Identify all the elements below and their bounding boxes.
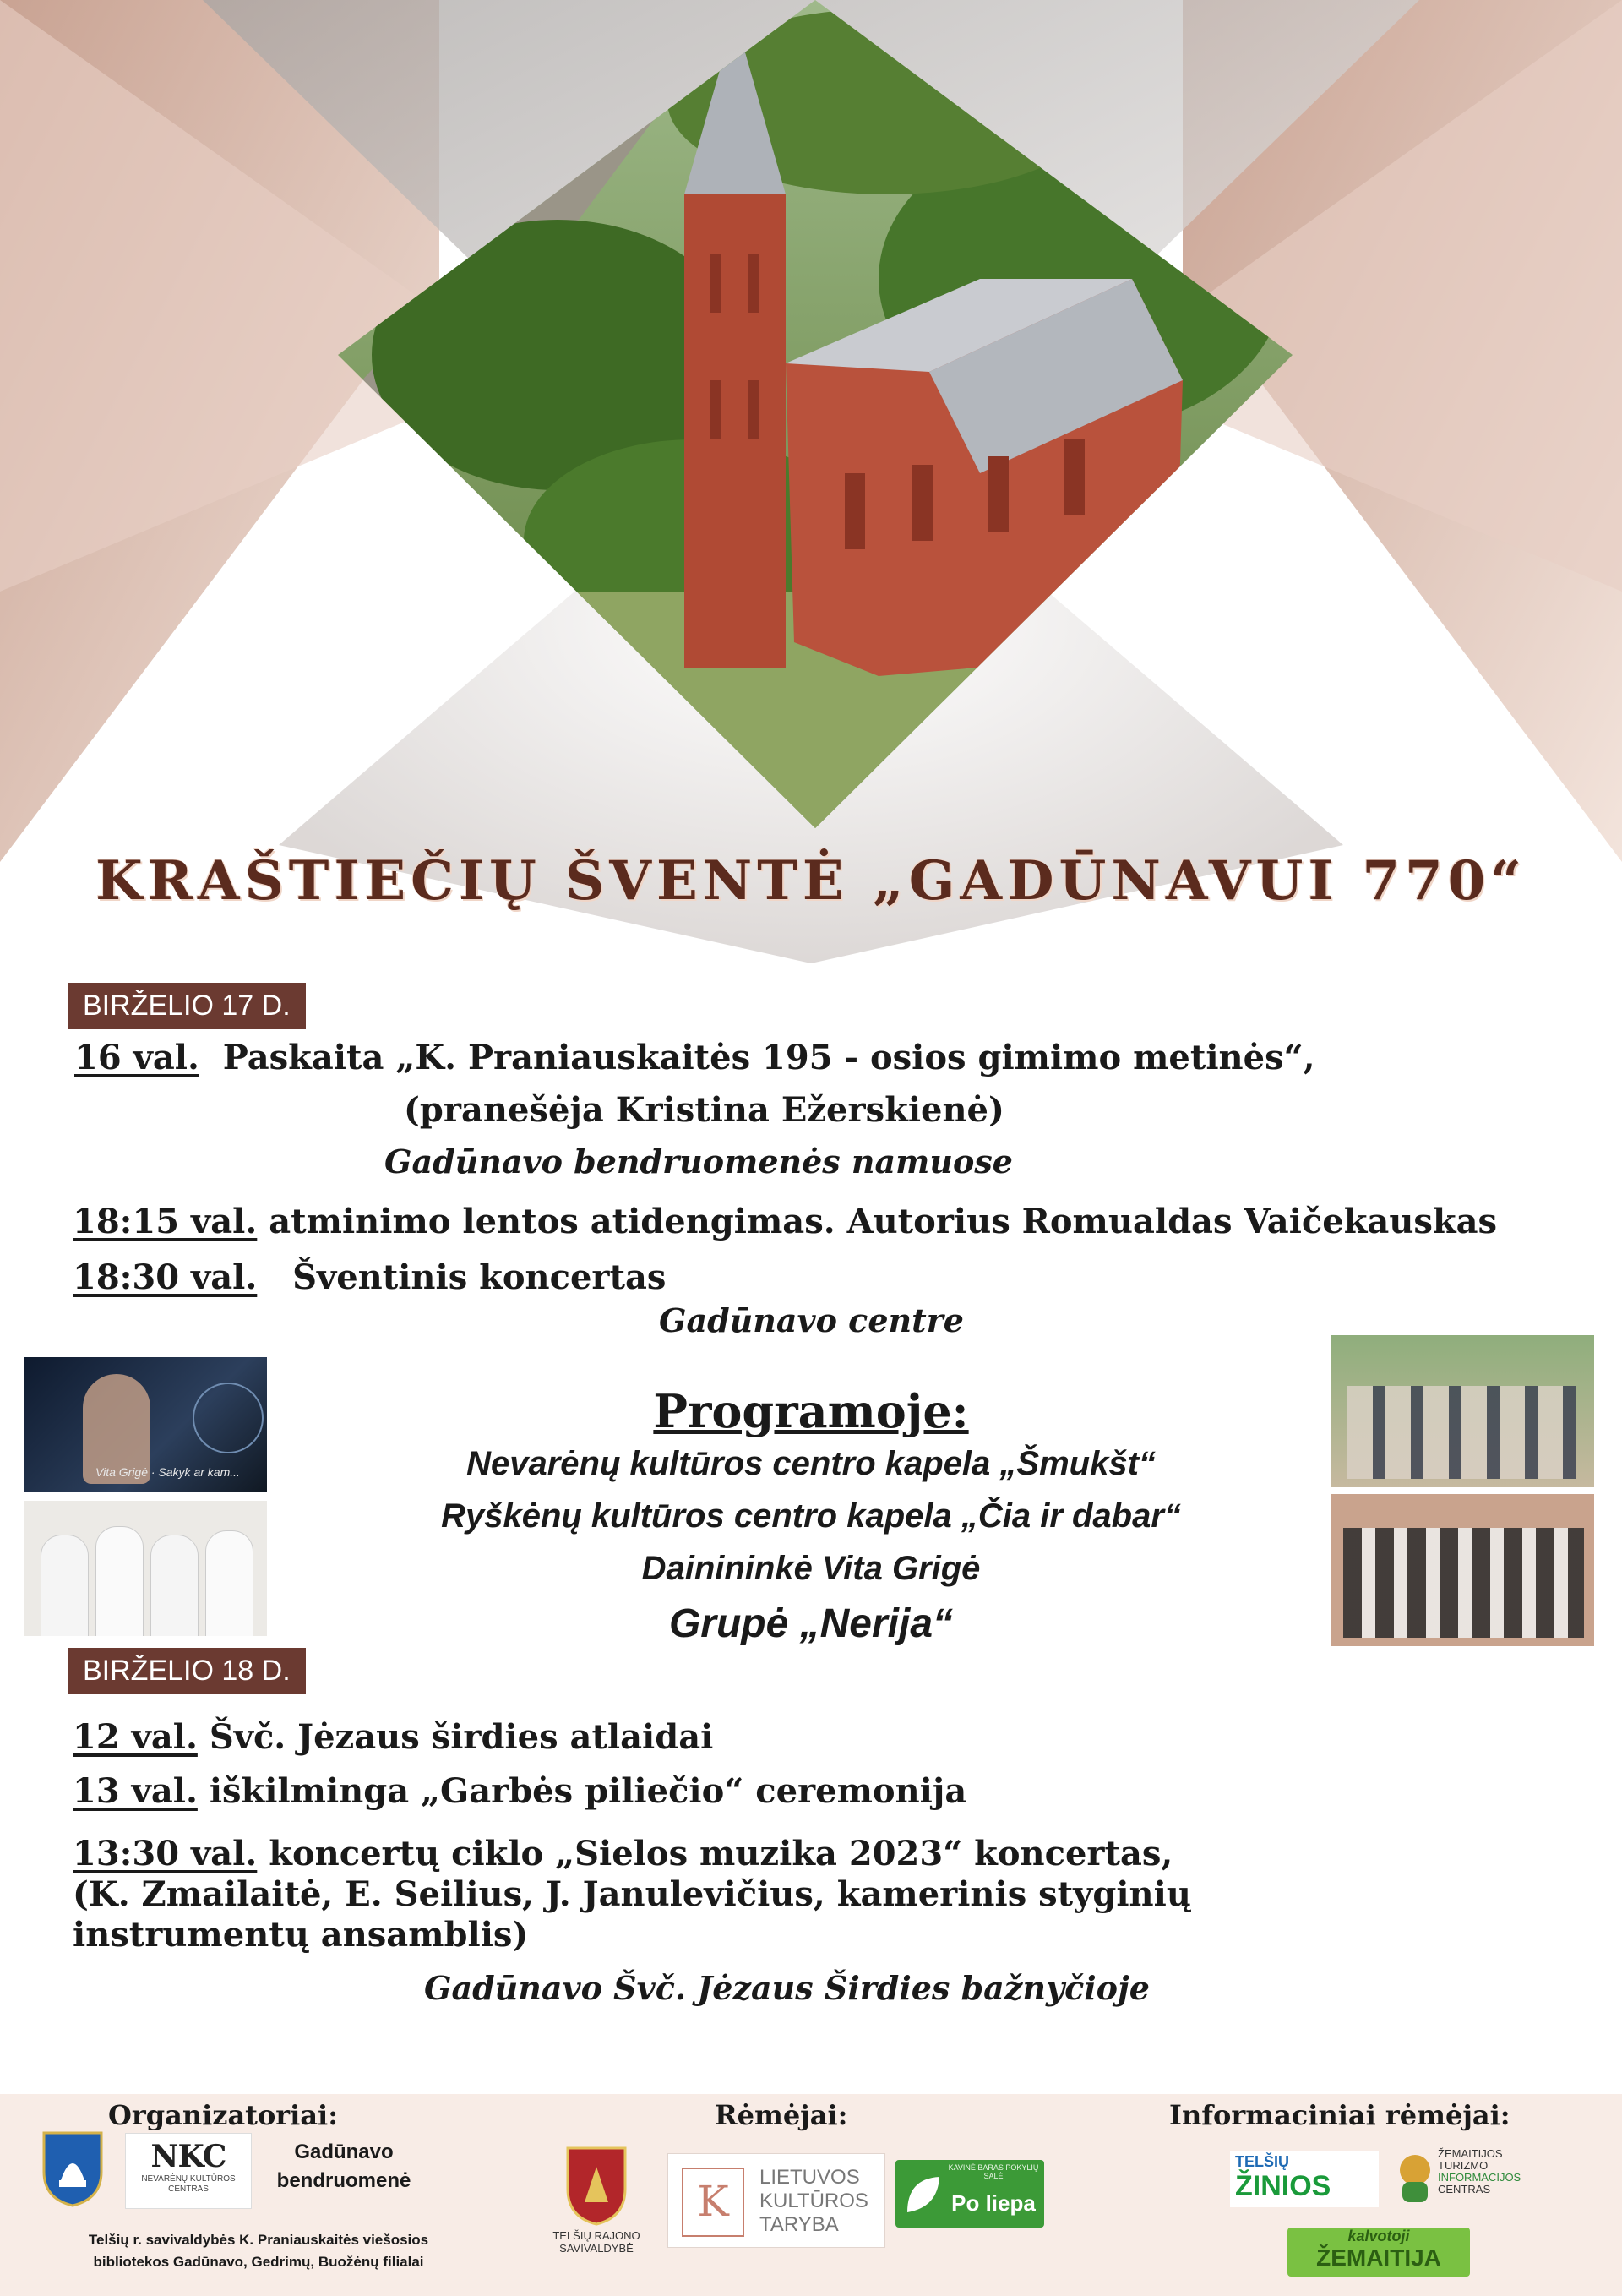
event-time: 18:15 val.: [73, 1202, 258, 1241]
sponsors-label: Rėmėjai:: [715, 2099, 848, 2131]
nkc-logo-subtitle: NEVARĖNŲ KULTŪROS CENTRAS: [141, 2174, 236, 2194]
nkc-logo-text: NKC: [150, 2139, 226, 2174]
zem-line-3: INFORMACIJOS: [1438, 2171, 1521, 2184]
cafe-subtitle: KAVINĖ BARAS POKYLIŲ SALĖ: [948, 2163, 1039, 2180]
lkt-line-1: LIETUVOS: [759, 2166, 860, 2189]
event-text: iškilminga „Garbės piliečio“ ceremonija: [209, 1771, 967, 1811]
program-item-vita-grige: Dainininkė Vita Grigė: [641, 1550, 981, 1587]
leaf-icon: [904, 2173, 943, 2216]
community-name: Gadūnavo bendruomenė: [276, 2141, 411, 2192]
zem-line-1: ŽEMAITIJOS: [1438, 2147, 1503, 2160]
event-soul-music-concert: [73, 1834, 1173, 1873]
zem-line-4: CENTRAS: [1438, 2183, 1491, 2195]
event-lecture: [74, 1038, 1315, 1077]
event-text: koncertų ciklo „Sielos muzika 2023“ koncertas,: [269, 1834, 1173, 1873]
event-time: 12 val.: [73, 1717, 198, 1757]
library-note: [39, 2229, 478, 2273]
library-note-line-1: Telšių r. savivaldybės K. Praniauskaitės viešosios: [88, 2232, 429, 2248]
date-badge-june-18: BIRŽELIO 18 D.: [68, 1648, 306, 1694]
kalvotoji-zemaitija-logo: [1287, 2228, 1470, 2277]
zem-line-2: TURIZMO: [1438, 2159, 1489, 2172]
photo-caption: Vita Grigė · Sakyk ar kam...: [95, 1465, 240, 1479]
event-time: 16 val.: [74, 1038, 199, 1077]
organizers-label: Organizatoriai:: [108, 2099, 339, 2131]
event-time: 18:30 val.: [73, 1257, 258, 1297]
program-item-nerija: Grupė „Nerija“: [668, 1601, 954, 1646]
venue-community-house: Gadūnavo bendruomenės namuose: [384, 1143, 1013, 1181]
event-time: 13 val.: [73, 1771, 198, 1811]
bear-icon: [1396, 2151, 1434, 2206]
lithuanian-culture-council-logo: [667, 2153, 885, 2248]
page-title: KRAŠTIEČIŲ ŠVENTĖ „GADŪNAVUI 770“: [95, 849, 1527, 913]
telsiai-coat-of-arms-icon: [41, 2130, 105, 2207]
library-note-line-2: bibliotekos Gadūnavo, Gedrimų, Buožėnų filialai: [93, 2254, 424, 2270]
cafe-name: Po liepa: [951, 2190, 1036, 2216]
telsiu-zinios-logo: [1230, 2151, 1379, 2207]
venue-sacred-heart-church: Gadūnavo Švč. Jėzaus Širdies bažnyčioje: [424, 1969, 1150, 2007]
event-time: 13:30 val.: [73, 1834, 258, 1873]
event-indulgence-feast: [73, 1717, 713, 1757]
telsiai-district-label: TELŠIŲ RAJONO SAVIVALDYBĖ: [552, 2229, 640, 2255]
telsiai-district-shield-icon: [563, 2143, 630, 2226]
lkt-line-3: TARYBA: [759, 2213, 839, 2236]
program-item-smukst: Nevarėnų kultūros centro kapela „Šmukšt“: [466, 1445, 1156, 1482]
po-liepa-cafe-logo: [895, 2160, 1044, 2228]
program-heading: Programoje:: [653, 1384, 969, 1438]
lkt-letter: K: [682, 2168, 744, 2237]
ziniu-line-2: ŽINIOS: [1235, 2170, 1331, 2202]
venue-gadunavas-centre: Gadūnavo centre: [659, 1301, 964, 1339]
info-sponsors-label: Informaciniai rėmėjai:: [1169, 2099, 1510, 2131]
lkt-line-2: KULTŪROS: [759, 2190, 868, 2212]
kalvotoji-line-2: ŽEMAITIJA: [1316, 2244, 1441, 2271]
event-plaque-unveiling: [73, 1202, 1497, 1241]
event-text: Švč. Jėzaus širdies atlaidai: [209, 1717, 714, 1757]
program-item-cia-ir-dabar: Ryškėnų kultūros centro kapela „Čia ir dabar“: [441, 1497, 1181, 1535]
footer-sponsors: [0, 2094, 1622, 2296]
event-honorary-citizen: [73, 1771, 966, 1811]
zemaitija-tourism-logo: [1396, 2145, 1527, 2212]
event-performers-line-2: instrumentų ansamblis): [73, 1915, 529, 1955]
event-text: atminimo lentos atidengimas. Autorius Romualdas Vaičekauskas: [269, 1202, 1498, 1241]
event-festive-concert: [73, 1257, 666, 1297]
event-text: Šventinis koncertas: [292, 1257, 667, 1297]
kalvotoji-line-1: kalvotoji: [1347, 2228, 1410, 2244]
event-lecture-speaker: (pranešėja Kristina Ežerskienė): [404, 1090, 1004, 1130]
event-text: Paskaita „K. Praniauskaitės 195 - osios gimimo metinės“,: [222, 1038, 1315, 1077]
date-badge-june-17: BIRŽELIO 17 D.: [68, 983, 306, 1029]
event-performers-line-1: (K. Zmailaitė, E. Seilius, J. Janulevičius, kamerinis styginių: [73, 1874, 1191, 1914]
nkc-logo: [125, 2133, 252, 2209]
ziniu-line-1: TELŠIŲ: [1235, 2153, 1290, 2170]
church-aerial-photo: [338, 0, 1293, 828]
